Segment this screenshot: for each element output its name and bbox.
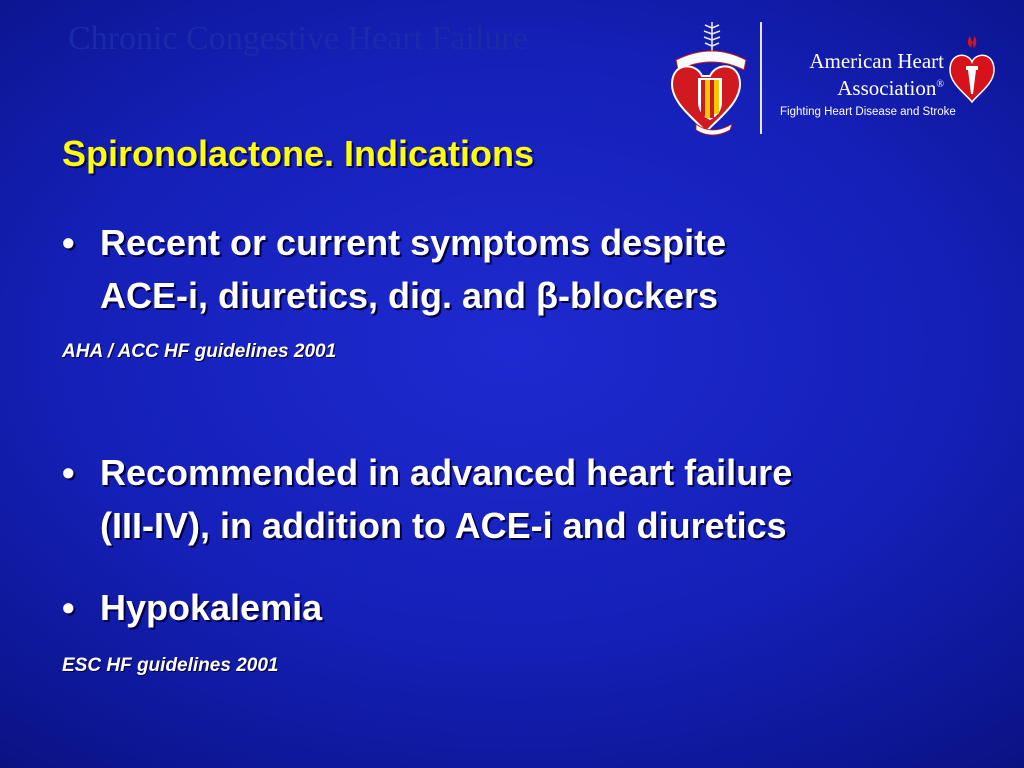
aha-registered-mark: ®: [936, 79, 944, 90]
aha-name-line1: American Heart: [809, 49, 944, 73]
bullet-line: (III-IV), in addition to ACE-i and diuretics: [100, 505, 787, 546]
bullet-marker: •: [62, 222, 75, 263]
aha-name-line2: [798, 73, 944, 100]
sec-heart-shield-icon: [666, 20, 748, 138]
bullet-text: [100, 216, 726, 322]
reference-esc: ESC HF guidelines 2001: [62, 655, 279, 676]
sec-logo: [666, 20, 748, 138]
bullet-text: [100, 581, 322, 634]
bullet-item: [62, 581, 322, 634]
aha-name: [798, 50, 944, 100]
bullet-line: Recommended in advanced heart failure: [100, 452, 793, 493]
bullet-line: Recent or current symptoms despite: [100, 222, 727, 263]
bullet-marker: •: [62, 587, 75, 628]
aha-name-line2-text: Association: [837, 76, 937, 100]
aha-logo: [774, 30, 1014, 130]
bullet-item: [62, 216, 726, 322]
logo-divider: [760, 22, 762, 134]
slide-title: Spironolactone. Indications: [62, 133, 535, 174]
bullet-marker: •: [62, 452, 75, 493]
aha-tagline: Fighting Heart Disease and Stroke: [780, 106, 956, 118]
bullet-line: Hypokalemia: [100, 587, 323, 628]
bullet-text: [100, 446, 792, 552]
bullet-item: [62, 446, 792, 552]
aha-heart-torch-icon: [946, 32, 998, 104]
header-title: Chronic Congestive Heart Failure: [68, 20, 528, 57]
reference-aha-acc: AHA / ACC HF guidelines 2001: [62, 341, 337, 362]
bullet-line: ACE-i, diuretics, dig. and β-blockers: [100, 275, 719, 316]
